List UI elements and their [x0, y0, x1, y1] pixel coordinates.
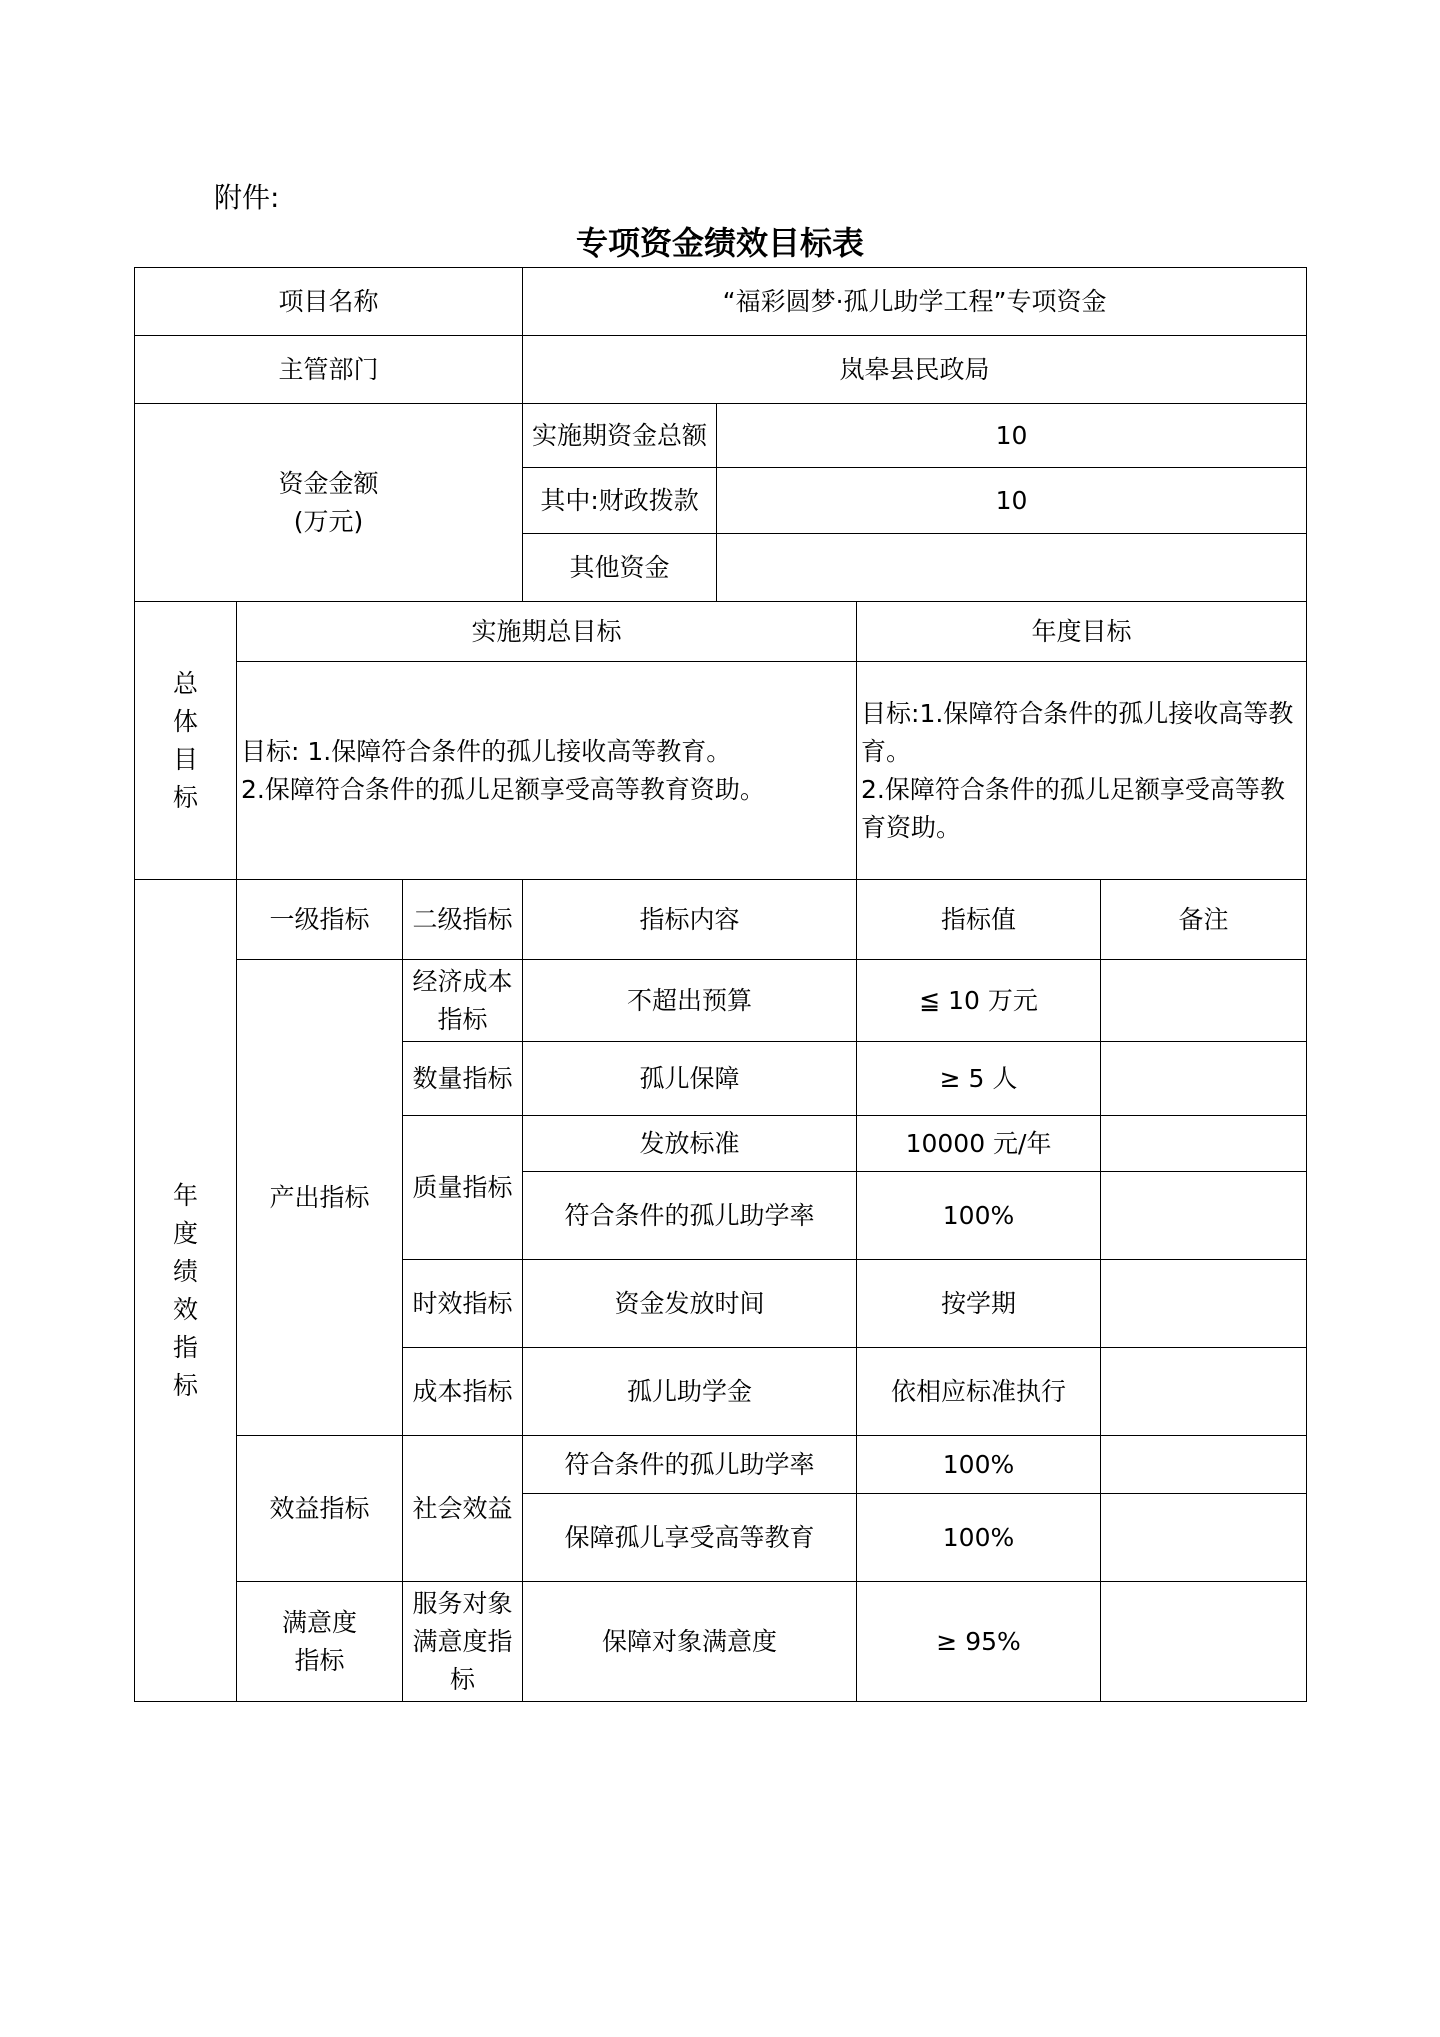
- row-overall-goals: [135, 662, 1307, 880]
- row-economic: [135, 960, 1307, 1042]
- benefit-indicator-label: 效益指标: [237, 1436, 403, 1582]
- satisfaction-value: ≥ 95%: [857, 1582, 1101, 1702]
- period-goal-line: 2.保障符合条件的孤儿足额享受高等教育资助。: [241, 774, 765, 804]
- cost-value: 依相应标准执行: [857, 1348, 1101, 1436]
- annual-side-char: 年: [172, 1180, 198, 1210]
- header-level1: 一级指标: [237, 880, 403, 960]
- period-goal-line: 目标: 1.保障符合条件的孤儿接收高等教育。: [241, 736, 732, 766]
- cost-level2: 成本指标: [403, 1348, 523, 1436]
- cost-content: 孤儿助学金: [523, 1348, 857, 1436]
- satisfaction-label-line2: 指标: [294, 1645, 345, 1675]
- attachment-label: 附件:: [214, 181, 280, 214]
- row-indicator-header: [135, 880, 1307, 960]
- cost-note: [1101, 1348, 1307, 1436]
- economic-level2-line1: 经济成本: [412, 966, 513, 996]
- satisfaction-indicator-label: [237, 1582, 403, 1702]
- header-value: 指标值: [857, 880, 1101, 960]
- quantity-note: [1101, 1042, 1307, 1116]
- satisfaction-note: [1101, 1582, 1307, 1702]
- quantity-content: 孤儿保障: [523, 1042, 857, 1116]
- overall-side-char: 总: [172, 668, 198, 698]
- performance-target-table: [134, 267, 1307, 1702]
- benefit-rate-note: [1101, 1436, 1307, 1494]
- funds-fiscal-value: 10: [717, 468, 1307, 534]
- overall-goal-side-label: [135, 602, 237, 880]
- header-level2: 二级指标: [403, 880, 523, 960]
- funds-label: [135, 404, 523, 602]
- satisfaction-level2-line3: 标: [450, 1664, 476, 1694]
- row-overall-header: [135, 602, 1307, 662]
- economic-note: [1101, 960, 1307, 1042]
- benefit-rate-value: 100%: [857, 1436, 1101, 1494]
- row-project: [135, 268, 1307, 336]
- overall-side-char: 标: [172, 782, 198, 812]
- annual-side-char: 效: [172, 1294, 198, 1324]
- annual-side-char: 绩: [172, 1256, 198, 1286]
- satisfaction-level2: [403, 1582, 523, 1702]
- overall-side-char: 目: [172, 744, 198, 774]
- quality-standard-value: 10000 元/年: [857, 1116, 1101, 1172]
- annual-side-char: 度: [172, 1218, 198, 1248]
- quality-rate-value: 100%: [857, 1172, 1101, 1260]
- output-indicator-label: 产出指标: [237, 960, 403, 1436]
- row-department: [135, 336, 1307, 404]
- benefit-level2: 社会效益: [403, 1436, 523, 1582]
- row-funds-total: [135, 404, 1307, 468]
- timeliness-level2: 时效指标: [403, 1260, 523, 1348]
- department-label: 主管部门: [135, 336, 523, 404]
- annual-side-char: 指: [172, 1332, 198, 1362]
- quantity-level2: 数量指标: [403, 1042, 523, 1116]
- funds-other-label: 其他资金: [523, 534, 717, 602]
- quality-standard-content: 发放标准: [523, 1116, 857, 1172]
- benefit-education-content: 保障孤儿享受高等教育: [523, 1494, 857, 1582]
- period-goal-text: [237, 662, 857, 880]
- quality-standard-note: [1101, 1116, 1307, 1172]
- timeliness-value: 按学期: [857, 1260, 1101, 1348]
- funds-total-value: 10: [717, 404, 1307, 468]
- funds-fiscal-label: 其中:财政拨款: [523, 468, 717, 534]
- row-satisfaction: [135, 1582, 1307, 1702]
- economic-value: ≦ 10 万元: [857, 960, 1101, 1042]
- timeliness-note: [1101, 1260, 1307, 1348]
- annual-goal-header: 年度目标: [857, 602, 1307, 662]
- period-goal-header: 实施期总目标: [237, 602, 857, 662]
- funds-label-line2: (万元): [293, 506, 364, 536]
- quantity-value: ≥ 5 人: [857, 1042, 1101, 1116]
- header-note: 备注: [1101, 880, 1307, 960]
- overall-side-char: 体: [172, 706, 198, 736]
- annual-side-char: 标: [172, 1370, 198, 1400]
- funds-total-label: 实施期资金总额: [523, 404, 717, 468]
- quality-rate-note: [1101, 1172, 1307, 1260]
- quality-rate-content: 符合条件的孤儿助学率: [523, 1172, 857, 1260]
- annual-goal-line: 目标:1.保障符合条件的孤儿接收高等教育。: [861, 698, 1294, 766]
- economic-content: 不超出预算: [523, 960, 857, 1042]
- economic-level2: [403, 960, 523, 1042]
- quality-level2: 质量指标: [403, 1116, 523, 1260]
- funds-other-value: [717, 534, 1307, 602]
- funds-label-line1: 资金金额: [278, 468, 379, 498]
- timeliness-content: 资金发放时间: [523, 1260, 857, 1348]
- satisfaction-level2-line2: 满意度指: [412, 1626, 513, 1656]
- department-value: 岚皋县民政局: [523, 336, 1307, 404]
- benefit-education-value: 100%: [857, 1494, 1101, 1582]
- benefit-education-note: [1101, 1494, 1307, 1582]
- annual-goal-text: [857, 662, 1307, 880]
- header-content: 指标内容: [523, 880, 857, 960]
- annual-goal-line: 2.保障符合条件的孤儿足额享受高等教育资助。: [861, 774, 1285, 842]
- project-name-label: 项目名称: [135, 268, 523, 336]
- satisfaction-label-line1: 满意度: [281, 1607, 357, 1637]
- benefit-rate-content: 符合条件的孤儿助学率: [523, 1436, 857, 1494]
- row-benefit-rate: [135, 1436, 1307, 1494]
- economic-level2-line2: 指标: [437, 1004, 488, 1034]
- project-name-value: “福彩圆梦·孤儿助学工程”专项资金: [523, 268, 1307, 336]
- annual-indicator-side-label: [135, 880, 237, 1702]
- satisfaction-level2-line1: 服务对象: [412, 1588, 513, 1618]
- page-title: 专项资金绩效目标表: [575, 224, 864, 262]
- satisfaction-content: 保障对象满意度: [523, 1582, 857, 1702]
